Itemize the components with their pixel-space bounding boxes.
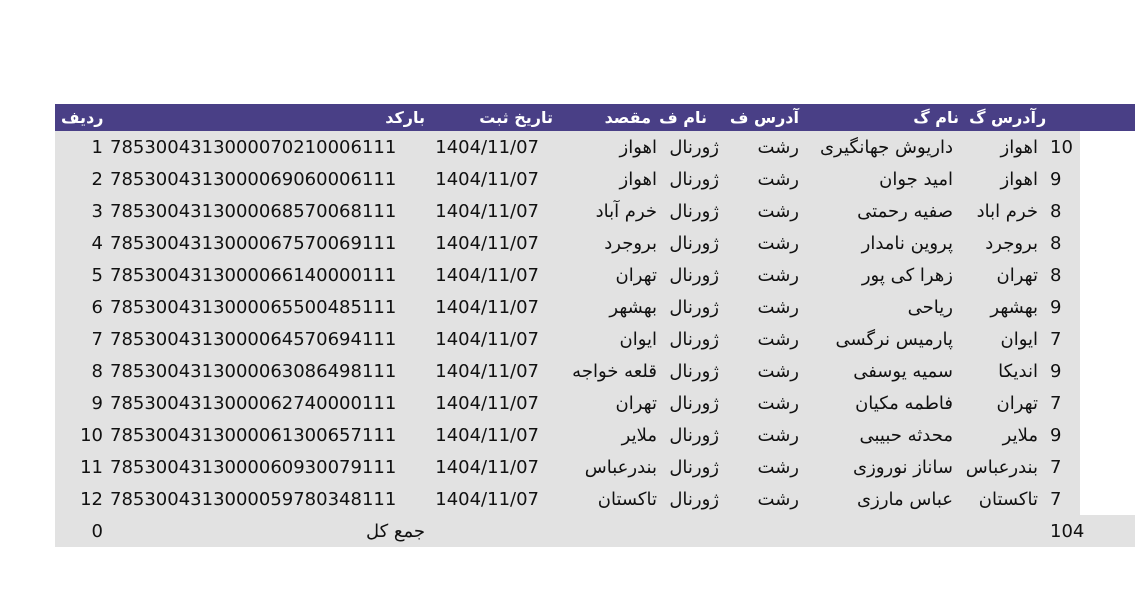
cell-extra[interactable]: 10 xyxy=(1050,136,1073,158)
table-row xyxy=(55,323,1135,355)
cell-receiver-address[interactable]: تهران xyxy=(996,392,1038,414)
table-row xyxy=(55,259,1135,291)
cell-index[interactable]: 6 xyxy=(91,296,103,318)
cell-sender-name[interactable]: ژورنال xyxy=(669,296,719,318)
cell-receiver-name[interactable]: امید جوان xyxy=(879,168,953,190)
cell-extra[interactable]: 9 xyxy=(1050,424,1062,446)
cell-destination[interactable]: قلعه خواجه xyxy=(572,360,657,382)
table-row xyxy=(55,419,1135,451)
cell-index[interactable]: 5 xyxy=(91,264,103,286)
table-row xyxy=(55,291,1135,323)
table-row xyxy=(55,451,1135,483)
cell-extra[interactable]: 7 xyxy=(1050,488,1062,510)
cell-barcode[interactable]: 7853004313000061300657111 xyxy=(110,424,397,446)
cell-receiver-address[interactable]: بروجرد xyxy=(985,232,1038,254)
cell-sender-name[interactable]: ژورنال xyxy=(669,168,719,190)
cell-destination[interactable]: ملایر xyxy=(621,424,657,446)
cell-date[interactable]: 1404/11/07 xyxy=(435,328,539,350)
cell-extra[interactable]: 8 xyxy=(1050,232,1062,254)
cell-sender-address[interactable]: رشت xyxy=(757,488,799,510)
cell-destination[interactable]: اهواز xyxy=(619,136,657,158)
cell-date[interactable]: 1404/11/07 xyxy=(435,264,539,286)
cell-date[interactable]: 1404/11/07 xyxy=(435,360,539,382)
header-barcode[interactable]: بارکد xyxy=(385,108,425,127)
header-sender-address[interactable]: آدرس ف xyxy=(729,108,799,127)
cell-sender-address[interactable]: رشت xyxy=(757,424,799,446)
cell-receiver-name[interactable]: پارمیس نرگسی xyxy=(835,328,953,350)
cell-barcode[interactable]: 7853004313000069060006111 xyxy=(110,168,397,190)
cell-receiver-name[interactable]: فاطمه مکیان xyxy=(855,392,953,414)
cell-receiver-address[interactable]: خرم اباد xyxy=(976,200,1038,222)
cell-sender-name[interactable]: ژورنال xyxy=(669,360,719,382)
cell-date[interactable]: 1404/11/07 xyxy=(435,136,539,158)
cell-sender-name[interactable]: ژورنال xyxy=(669,488,719,510)
cell-receiver-name[interactable]: عباس مارزی xyxy=(857,488,953,510)
cell-receiver-address[interactable]: ایوان xyxy=(1000,328,1038,350)
cell-index[interactable]: 11 xyxy=(80,456,103,478)
cell-receiver-name[interactable]: محدثه حبیبی xyxy=(859,424,953,446)
cell-sender-address[interactable]: رشت xyxy=(757,392,799,414)
cell-index[interactable]: 8 xyxy=(91,360,103,382)
cell-barcode[interactable]: 7853004313000065500485111 xyxy=(110,296,397,318)
cell-receiver-address[interactable]: بندرعباس xyxy=(965,456,1038,478)
cell-receiver-address[interactable]: بهشهر xyxy=(990,296,1038,318)
cell-extra[interactable]: 9 xyxy=(1050,360,1062,382)
cell-extra[interactable]: 8 xyxy=(1050,264,1062,286)
total-index-value[interactable]: 0 xyxy=(91,520,103,542)
cell-sender-address[interactable]: رشت xyxy=(757,200,799,222)
cell-destination[interactable]: تهران xyxy=(615,264,657,286)
cell-date[interactable]: 1404/11/07 xyxy=(435,200,539,222)
cell-receiver-name[interactable]: ریاحی xyxy=(907,296,953,318)
cell-extra[interactable]: 7 xyxy=(1050,328,1062,350)
cell-extra[interactable]: 9 xyxy=(1050,296,1062,318)
header-extra[interactable]: ر xyxy=(1037,108,1047,127)
cell-index[interactable]: 2 xyxy=(91,168,103,190)
table-body xyxy=(55,131,1080,515)
cell-receiver-name[interactable]: پروین نامدار xyxy=(861,232,953,254)
table-row xyxy=(55,131,1135,163)
cell-date[interactable]: 1404/11/07 xyxy=(435,424,539,446)
cell-date[interactable]: 1404/11/07 xyxy=(435,392,539,414)
cell-barcode[interactable]: 7853004313000060930079111 xyxy=(110,456,397,478)
cell-destination[interactable]: تاکستان xyxy=(597,488,657,510)
cell-barcode[interactable]: 7853004313000068570068111 xyxy=(110,200,397,222)
cell-index[interactable]: 10 xyxy=(80,424,103,446)
total-extra-value[interactable]: 104 xyxy=(1050,520,1085,542)
cell-sender-name[interactable]: ژورنال xyxy=(669,232,719,254)
table-row xyxy=(55,483,1135,515)
cell-date[interactable]: 1404/11/07 xyxy=(435,232,539,254)
cell-index[interactable]: 3 xyxy=(91,200,103,222)
cell-receiver-name[interactable]: داریوش جهانگیری xyxy=(819,136,953,158)
cell-sender-address[interactable]: رشت xyxy=(757,296,799,318)
cell-barcode[interactable]: 7853004313000064570694111 xyxy=(110,328,397,350)
cell-sender-name[interactable]: ژورنال xyxy=(669,200,719,222)
cell-sender-address[interactable]: رشت xyxy=(757,328,799,350)
cell-receiver-name[interactable]: صفیه رحمتی xyxy=(857,200,953,222)
cell-sender-name[interactable]: ژورنال xyxy=(669,136,719,158)
header-destination[interactable]: مقصد xyxy=(604,108,651,127)
cell-barcode[interactable]: 7853004313000062740000111 xyxy=(110,392,397,414)
cell-barcode[interactable]: 7853004313000063086498111 xyxy=(110,360,397,382)
cell-receiver-address[interactable]: تهران xyxy=(996,264,1038,286)
cell-index[interactable]: 4 xyxy=(91,232,103,254)
cell-extra[interactable]: 7 xyxy=(1050,392,1062,414)
total-row xyxy=(55,515,1135,547)
total-label[interactable]: جمع کل xyxy=(365,520,425,542)
cell-barcode[interactable]: 7853004313000059780348111 xyxy=(110,488,397,510)
cell-receiver-name[interactable]: سمیه یوسفی xyxy=(853,360,953,382)
cell-date[interactable]: 1404/11/07 xyxy=(435,296,539,318)
cell-index[interactable]: 9 xyxy=(91,392,103,414)
cell-sender-name[interactable]: ژورنال xyxy=(669,456,719,478)
cell-barcode[interactable]: 7853004313000070210006111 xyxy=(110,136,397,158)
cell-receiver-address[interactable]: ملایر xyxy=(1002,424,1038,446)
cell-sender-address[interactable]: رشت xyxy=(757,360,799,382)
cell-destination[interactable]: اهواز xyxy=(619,168,657,190)
cell-sender-address[interactable]: رشت xyxy=(757,136,799,158)
cell-sender-name[interactable]: ژورنال xyxy=(669,264,719,286)
cell-receiver-address[interactable]: اندیکا xyxy=(998,360,1038,382)
header-index[interactable]: ردیف xyxy=(61,108,104,127)
table-header xyxy=(55,104,1135,131)
table-row xyxy=(55,387,1135,419)
cell-extra[interactable]: 7 xyxy=(1050,456,1062,478)
table-row xyxy=(55,355,1135,387)
cell-destination[interactable]: ایوان xyxy=(619,328,657,350)
table-row xyxy=(55,195,1135,227)
cell-date[interactable]: 1404/11/07 xyxy=(435,168,539,190)
cell-destination[interactable]: تهران xyxy=(615,392,657,414)
header-receiver-name[interactable]: نام گ xyxy=(913,108,959,127)
cell-destination[interactable]: بندرعباس xyxy=(584,456,657,478)
cell-barcode[interactable]: 7853004313000067570069111 xyxy=(110,232,397,254)
data-table xyxy=(55,104,1085,547)
cell-index[interactable]: 7 xyxy=(91,328,103,350)
cell-index[interactable]: 1 xyxy=(91,136,103,158)
cell-sender-address[interactable]: رشت xyxy=(757,168,799,190)
table-row xyxy=(55,227,1135,259)
cell-barcode[interactable]: 7853004313000066140000111 xyxy=(110,264,397,286)
cell-sender-name[interactable]: ژورنال xyxy=(669,392,719,414)
cell-receiver-address[interactable]: اهواز xyxy=(1000,168,1038,190)
cell-index[interactable]: 12 xyxy=(80,488,103,510)
cell-extra[interactable]: 9 xyxy=(1050,168,1062,190)
cell-receiver-address[interactable]: اهواز xyxy=(1000,136,1038,158)
header-receiver-address[interactable]: آدرس گ xyxy=(969,108,1036,127)
cell-sender-name[interactable]: ژورنال xyxy=(669,424,719,446)
cell-sender-address[interactable]: رشت xyxy=(757,232,799,254)
cell-receiver-name[interactable]: ساناز نوروزی xyxy=(853,456,953,478)
cell-receiver-address[interactable]: تاکستان xyxy=(978,488,1038,510)
cell-destination[interactable]: بهشهر xyxy=(609,296,657,318)
cell-date[interactable]: 1404/11/07 xyxy=(435,488,539,510)
header-sender-name[interactable]: نام ف xyxy=(659,108,707,127)
cell-sender-name[interactable]: ژورنال xyxy=(669,328,719,350)
cell-sender-address[interactable]: رشت xyxy=(757,264,799,286)
cell-destination[interactable]: خرم آباد xyxy=(595,200,657,222)
cell-receiver-name[interactable]: زهرا کی پور xyxy=(861,264,953,286)
header-receiver-name-full xyxy=(895,104,959,131)
cell-extra[interactable]: 8 xyxy=(1050,200,1062,222)
header-date[interactable]: تاریخ ثبت xyxy=(479,108,553,127)
cell-date[interactable]: 1404/11/07 xyxy=(435,456,539,478)
cell-destination[interactable]: بروجرد xyxy=(604,232,657,254)
table-row xyxy=(55,163,1135,195)
cell-sender-address[interactable]: رشت xyxy=(757,456,799,478)
